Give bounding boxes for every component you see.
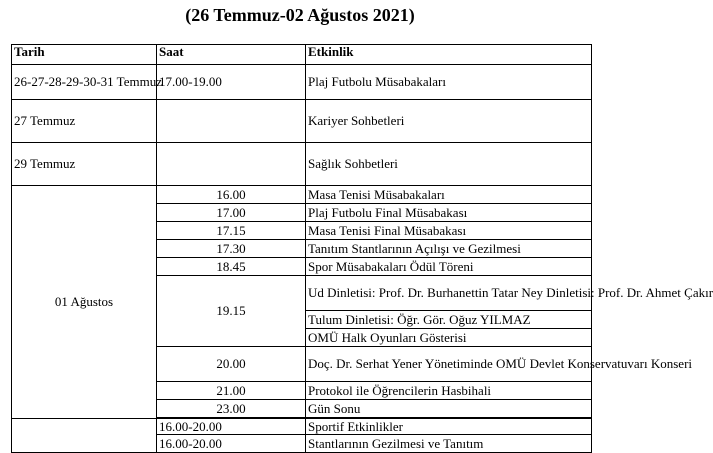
event-cell: Plaj Futbolu Müsabakaları xyxy=(306,65,592,100)
date-cell xyxy=(12,419,157,453)
time-cell: 17.30 xyxy=(157,240,306,258)
event-cell: Doç. Dr. Serhat Yener Yönetiminde OMÜ Devlet Konservatuvarı Konseri xyxy=(306,347,592,382)
event-cell: Ud Dinletisi: Prof. Dr. Burhanettin Tatar Ney Dinletisi: Prof. Dr. Ahmet Çakır xyxy=(306,276,592,311)
date-cell: 27 Temmuz xyxy=(12,100,157,143)
event-cell: Gün Sonu xyxy=(306,400,592,418)
time-cell: 18.45 xyxy=(157,258,306,276)
time-cell: 17.00 xyxy=(157,204,306,222)
event-cell: Protokol ile Öğrencilerin Hasbihali xyxy=(306,382,592,400)
time-cell: 16.00-20.00 xyxy=(157,435,306,453)
date-cell: 29 Temmuz xyxy=(12,143,157,186)
event-cell: Masa Tenisi Final Müsabakası xyxy=(306,222,592,240)
table-row xyxy=(12,100,592,143)
table-row xyxy=(12,65,592,100)
time-cell: 17.15 xyxy=(157,222,306,240)
event-cell: Sağlık Sohbetleri xyxy=(306,143,592,186)
event-cell: Stantlarının Gezilmesi ve Tanıtım xyxy=(306,435,592,453)
date-cell: 26-27-28-29-30-31 Temmuz xyxy=(12,65,157,100)
event-cell: OMÜ Halk Oyunları Gösterisi xyxy=(306,329,592,347)
time-cell: 20.00 xyxy=(157,347,306,382)
event-cell: Tanıtım Stantlarının Açılışı ve Gezilmesi xyxy=(306,240,592,258)
time-cell xyxy=(157,143,306,186)
table-header-row xyxy=(12,45,592,65)
time-cell: 23.00 xyxy=(157,400,306,418)
event-cell: Masa Tenisi Müsabakaları xyxy=(306,186,592,204)
header-date: Tarih xyxy=(12,45,157,65)
document-title: (26 Temmuz-02 Ağustos 2021) xyxy=(185,5,415,25)
table-row xyxy=(12,419,592,435)
time-cell: 19.15 xyxy=(157,276,306,347)
event-cell: Kariyer Sohbetleri xyxy=(306,100,592,143)
event-cell: Plaj Futbolu Final Müsabakası xyxy=(306,204,592,222)
time-cell: 16.00 xyxy=(157,186,306,204)
time-cell xyxy=(157,100,306,143)
date-cell: 01 Ağustos xyxy=(12,186,157,419)
event-cell: Tulum Dinletisi: Öğr. Gör. Oğuz YILMAZ xyxy=(306,311,592,329)
event-cell: Spor Müsabakaları Ödül Töreni xyxy=(306,258,592,276)
header-time: Saat xyxy=(157,45,306,65)
time-cell: 21.00 xyxy=(157,382,306,400)
event-cell: Sportif Etkinlikler xyxy=(306,419,592,435)
event-schedule-table xyxy=(11,44,713,453)
time-cell: 17.00-19.00 xyxy=(157,65,306,100)
table-row xyxy=(12,143,592,186)
time-cell: 16.00-20.00 xyxy=(157,419,306,435)
header-event: Etkinlik xyxy=(306,45,592,65)
table-row xyxy=(12,186,592,204)
